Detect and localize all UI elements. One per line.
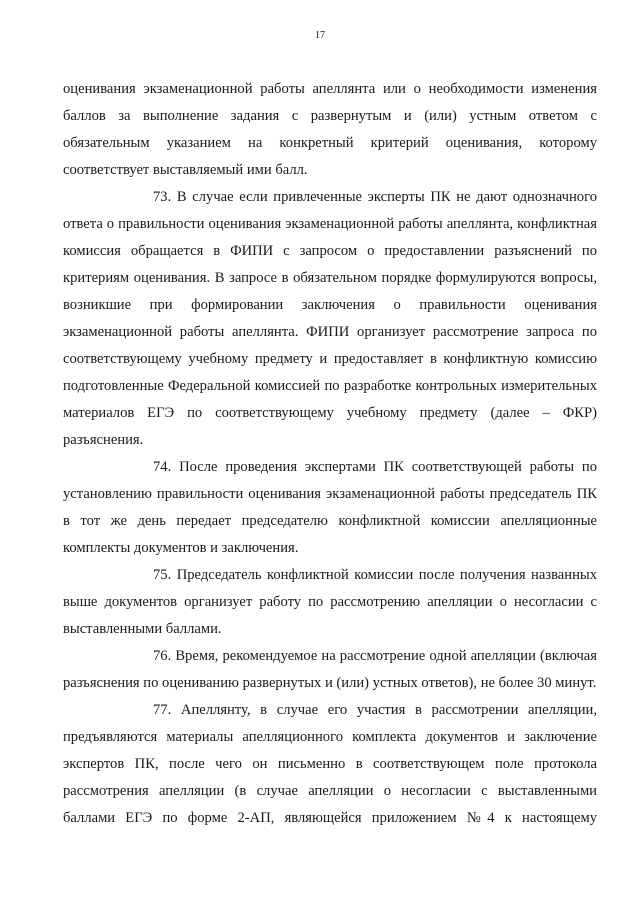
paragraph-73	[63, 184, 597, 454]
paragraph-77	[63, 697, 597, 832]
paragraph-text: После проведения экспертами ПК соответствующей работы по установлению правильности оценивания экзаменационной работы председатель ПК в тот же день передает председателю конфликтной комиссии апелляционные комплекты документов и заключения.	[63, 459, 597, 556]
paragraph-number: 74.	[153, 459, 172, 475]
paragraph-text: В случае если привлеченные эксперты ПК не дают однозначного ответа о правильности оценивания экзаменационной работы апеллянта, конфликтная комиссия обращается в ФИПИ с запросом о предоставлении разъяснений по критериям оценивания. В запросе в обязательном порядке формулируются вопросы, возникшие при формировании заключения о правильности оценивания экзаменационной работы апеллянта. ФИПИ организует рассмотрение запроса по соответствующему учебному предмету и предоставляет в конфликтную комиссию подготовленные Федеральной комиссией по разработке контрольных измерительных материалов ЕГЭ по соответствующему учебному предмету (далее – ФКР) разъяснения.	[63, 189, 598, 448]
paragraph-continuation	[63, 76, 597, 184]
paragraph-text: Апеллянту, в случае его участия в рассмотрении апелляции, предъявляются материалы апелляционного комплекта документов и заключение экспертов ПК, после чего он письменно в соответствующем поле протокола рассмотрения апелляции (в случае апелляции о несогласии с выставленными баллами ЕГЭ по форме 2-АП, являющейся приложением №4 к настоящему	[63, 702, 597, 826]
paragraph-76	[63, 643, 597, 697]
page-number: 17	[315, 30, 325, 41]
paragraph-number: 76.	[153, 648, 172, 664]
paragraph-75	[63, 562, 597, 643]
document-body	[63, 76, 597, 832]
paragraph-number: 73.	[153, 189, 172, 205]
paragraph-number: 77.	[153, 702, 172, 718]
paragraph-text: оценивания экзаменационной работы апеллянта или о необходимости изменения баллов за выполнение задания с развернутым и (или) устным ответом с обязательным указанием на конкретный критерий оценивания, которому соответствует выставляемый ими балл.	[63, 81, 597, 178]
paragraph-text: Председатель конфликтной комиссии после получения названных выше документов организует работу по рассмотрению апелляции о несогласии с выставленными баллами.	[63, 567, 597, 637]
paragraph-74	[63, 454, 597, 562]
paragraph-number: 75.	[153, 567, 172, 583]
paragraph-text: Время, рекомендуемое на рассмотрение одной апелляции (включая разъяснения по оцениванию развернутых и (или) устных ответов), не более 30 минут.	[63, 648, 597, 691]
